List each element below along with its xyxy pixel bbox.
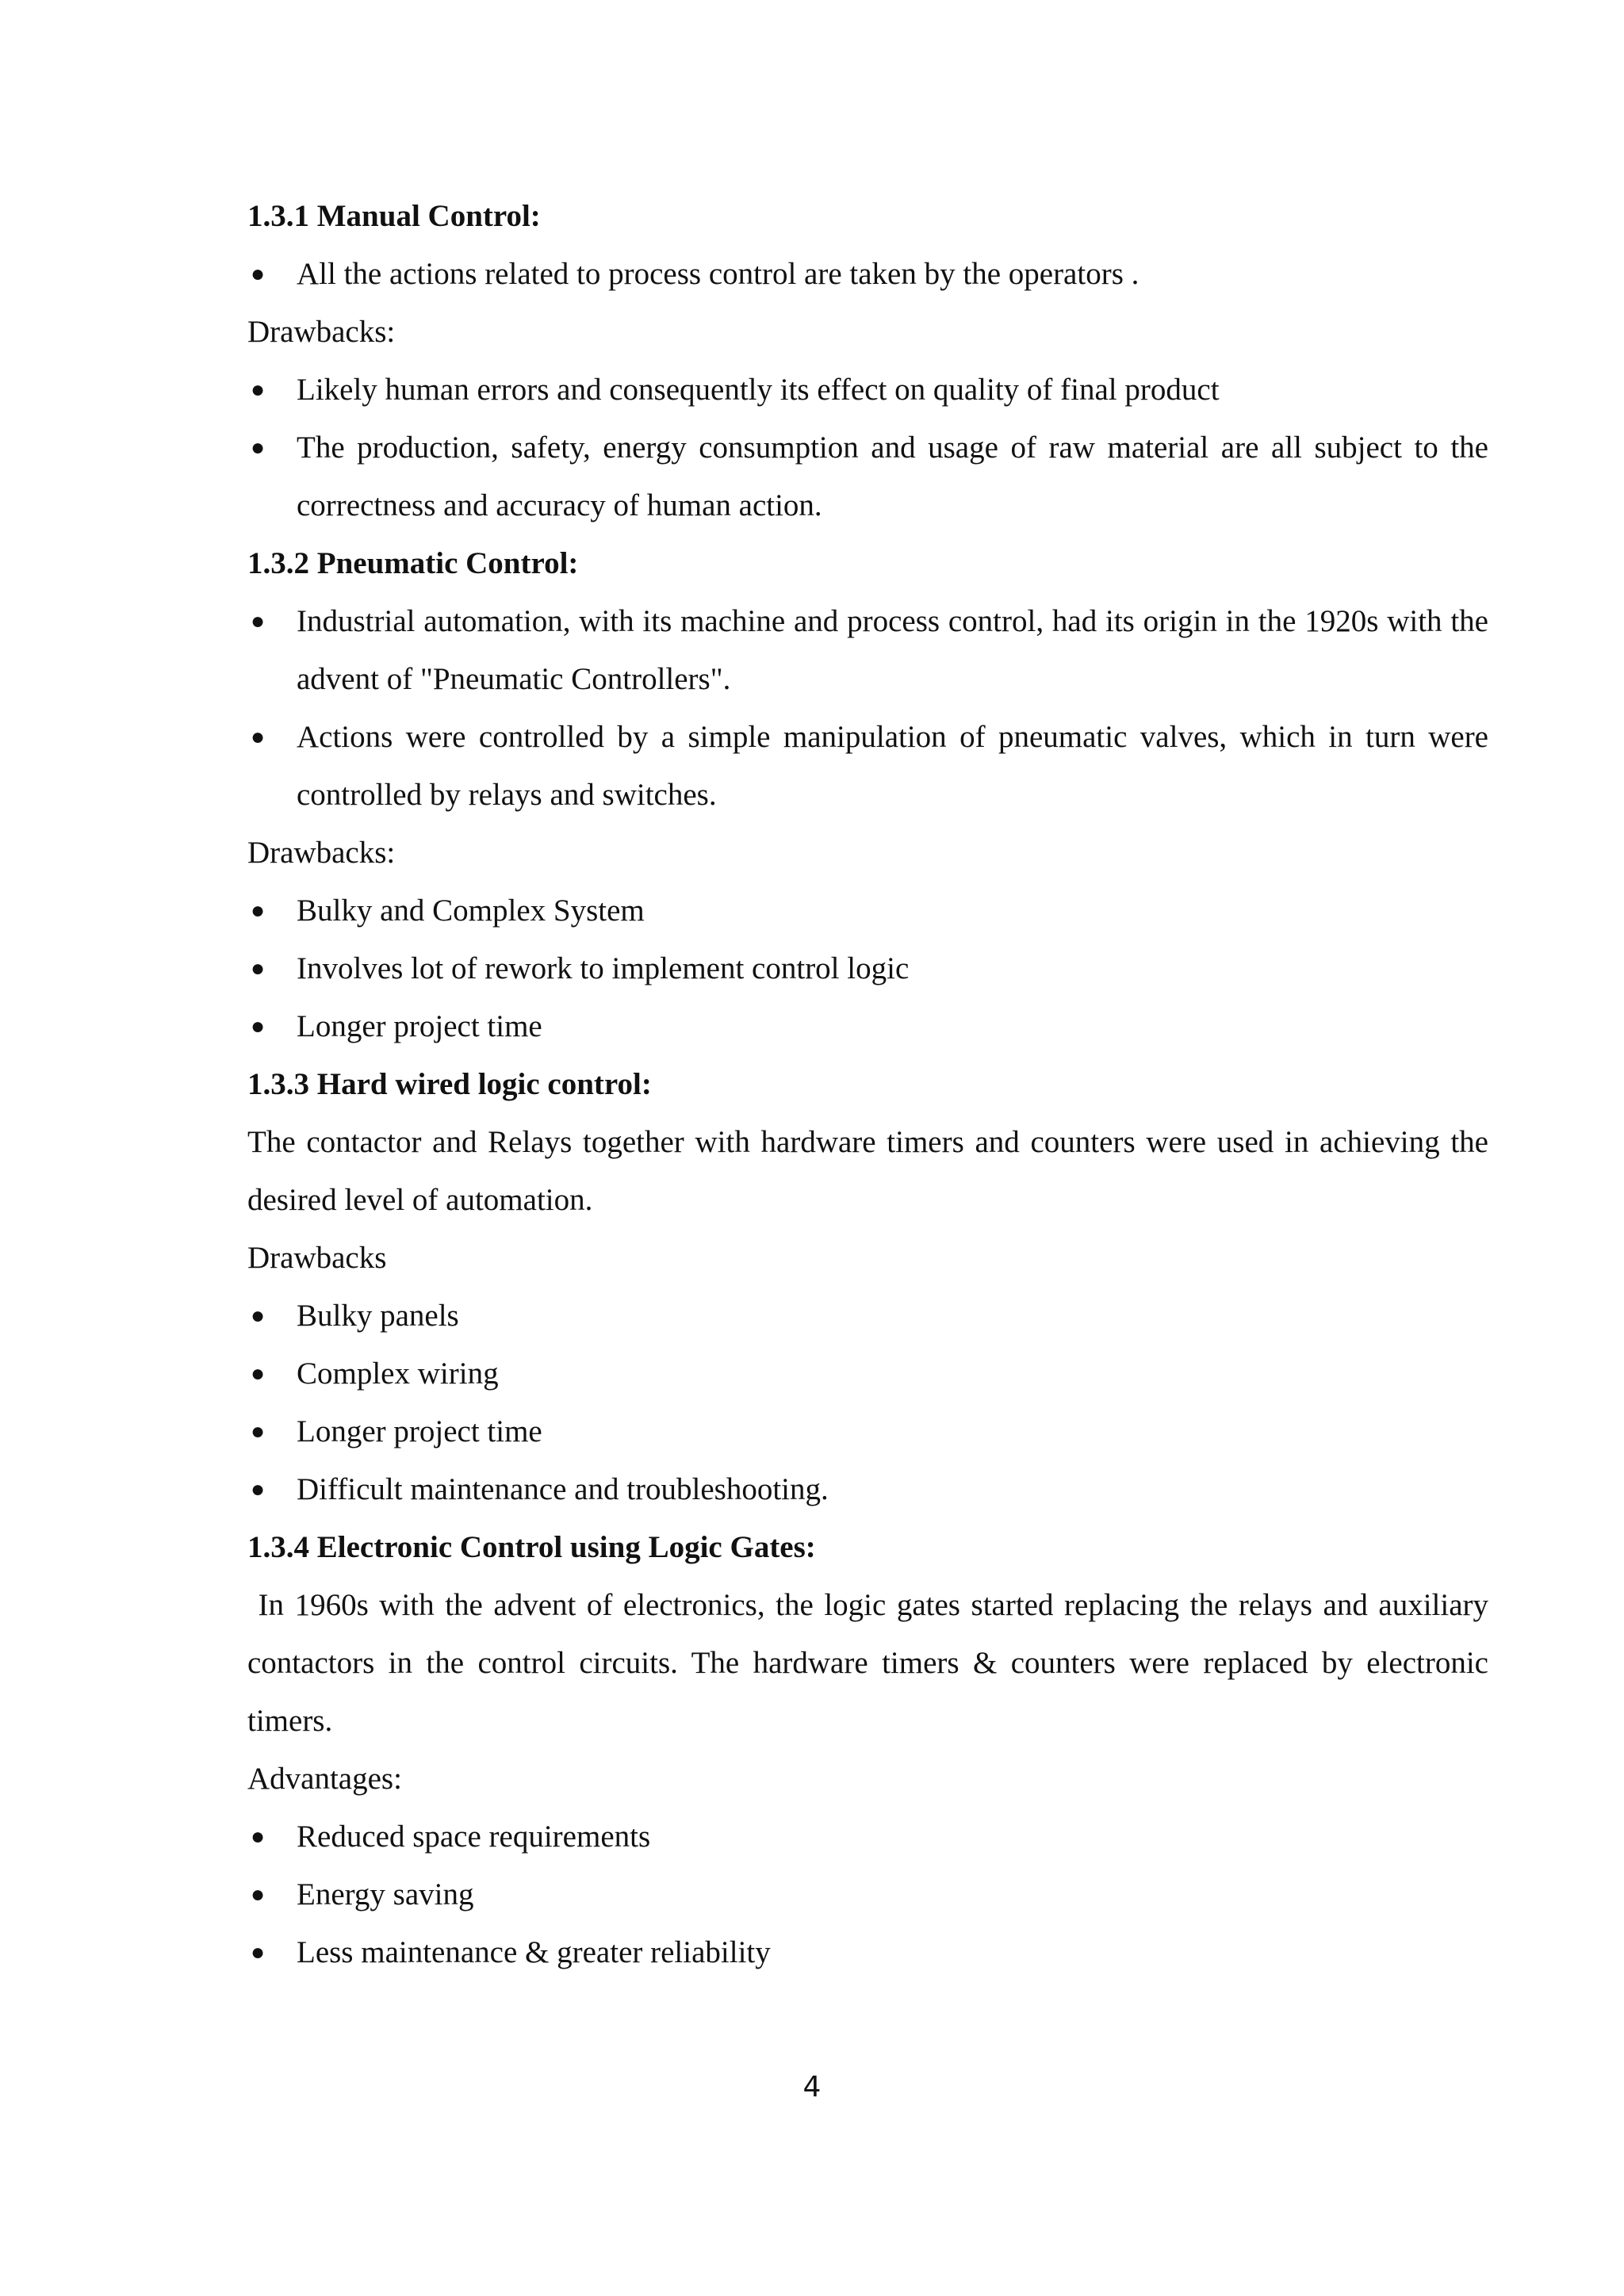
section-pneumatic-control	[247, 534, 1488, 1055]
bullet-item: ● Industrial automation, with its machine and process control, had its origin in the 1920s with the advent of "Pneumatic Controllers".	[247, 592, 1488, 708]
section-heading: 1.3.3 Hard wired logic control:	[247, 1067, 652, 1101]
bullet-icon: ●	[251, 608, 266, 634]
bullet-icon: ●	[251, 1360, 266, 1387]
bullet-list	[247, 592, 1488, 824]
section-heading: 1.3.1 Manual Control:	[247, 199, 541, 233]
bullet-icon: ●	[251, 1881, 266, 1908]
bullet-item: ● Complex wiring	[247, 1345, 1488, 1402]
bullet-icon: ●	[251, 1303, 266, 1329]
section-manual-control	[247, 187, 1488, 534]
bullet-item: ● Longer project time	[247, 1402, 1488, 1460]
section-paragraph: The contactor and Relays together with hardware timers and counters were used in achieving the desired level of automation.	[247, 1125, 1488, 1217]
bullet-item: ● Energy saving	[247, 1866, 1488, 1923]
section-heading: 1.3.4 Electronic Control using Logic Gates:	[247, 1530, 816, 1564]
bullet-icon: ●	[251, 1476, 266, 1502]
drawbacks-label: Drawbacks:	[247, 836, 396, 870]
bullet-item: ● Difficult maintenance and troubleshooting.	[247, 1460, 1488, 1518]
bullet-icon: ●	[251, 377, 266, 403]
page-number: 4	[802, 2071, 822, 2103]
bullet-item: ● Longer project time	[247, 997, 1488, 1055]
section-paragraph: In 1960s with the advent of electronics, the logic gates started replacing the relays and auxiliary contactors in the control circuits. The hardware timers & counters were replaced by electronic timers.	[247, 1588, 1496, 1738]
bullet-icon: ●	[251, 955, 266, 982]
bullet-icon: ●	[251, 1013, 266, 1039]
bullet-icon: ●	[251, 1418, 266, 1445]
bullet-list	[247, 1808, 1488, 1981]
bullet-list	[247, 882, 1488, 1055]
bullet-icon: ●	[251, 261, 266, 287]
bullet-item: ● Bulky panels	[247, 1287, 1488, 1345]
bullet-icon: ●	[251, 434, 266, 461]
bullet-item: ● The production, safety, energy consumption and usage of raw material are all subject to the correctness and accuracy of human action.	[247, 419, 1488, 534]
section-hard-wired-logic-control	[247, 1055, 1488, 1518]
drawbacks-label: Drawbacks:	[247, 315, 396, 349]
bullet-item: ● Likely human errors and consequently its effect on quality of final product	[247, 361, 1488, 419]
bullet-list	[247, 245, 1488, 303]
section-heading: 1.3.2 Pneumatic Control:	[247, 546, 579, 580]
bullet-item: ● Involves lot of rework to implement control logic	[247, 939, 1488, 997]
bullet-item: ● Actions were controlled by a simple manipulation of pneumatic valves, which in turn were controlled by relays and switches.	[247, 708, 1488, 824]
advantages-label: Advantages:	[247, 1762, 402, 1796]
page-content	[247, 187, 1496, 1981]
bullet-item: ● Bulky and Complex System	[247, 882, 1488, 939]
bullet-list	[247, 361, 1488, 534]
bullet-item: ● All the actions related to process control are taken by the operators .	[247, 245, 1488, 303]
drawbacks-label: Drawbacks	[247, 1241, 387, 1275]
bullet-icon: ●	[251, 1823, 266, 1850]
bullet-icon: ●	[251, 1939, 266, 1965]
bullet-list	[247, 1287, 1488, 1518]
bullet-icon: ●	[251, 724, 266, 750]
bullet-item: ● Reduced space requirements	[247, 1808, 1488, 1866]
section-electronic-control	[247, 1518, 1496, 1981]
bullet-icon: ●	[251, 897, 266, 924]
bullet-item: ● Less maintenance & greater reliability	[247, 1923, 1488, 1981]
